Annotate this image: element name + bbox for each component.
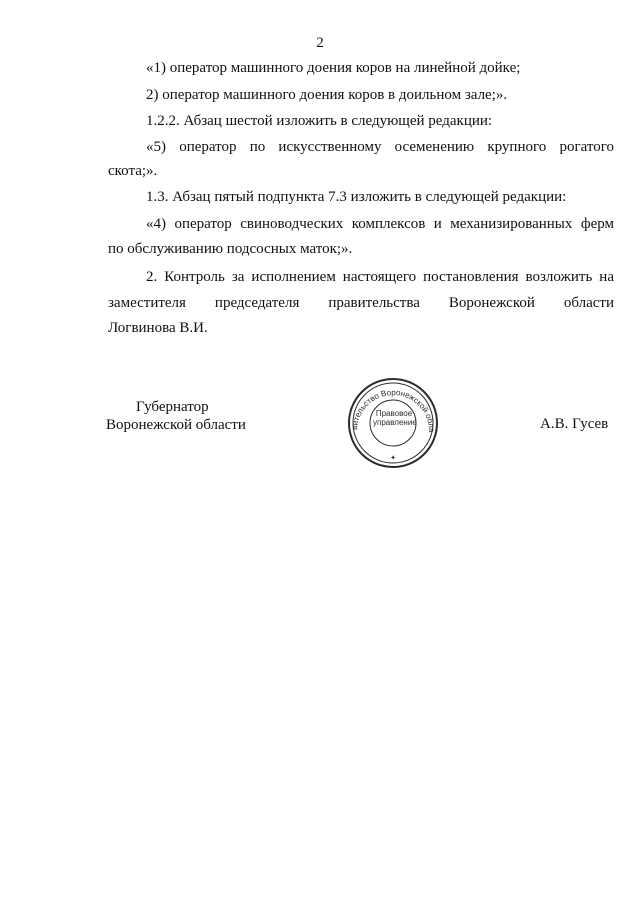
body-line-11: Логвинова В.И. [108, 320, 208, 336]
body-line-9: 2. Контроль за исполнением настоящего постановления возложить на [146, 269, 614, 285]
body-line-3: 1.2.2. Абзац шестой изложить в следующей редакции: [146, 113, 493, 129]
stamp-outer-text: Правительство Воронежской области [340, 370, 437, 433]
official-stamp [340, 370, 443, 469]
signer-name: А.В. Гусев [540, 416, 609, 432]
stamp-center-line-2: управление [373, 418, 417, 427]
body-line-5: скота;». [108, 163, 158, 179]
body-line-7: «4) оператор свиноводческих комплексов и механизированных ферм [146, 216, 614, 232]
body-line-2: 2) оператор машинного доения коров в доильном зале;». [146, 87, 508, 103]
page-number: 2 [316, 35, 324, 51]
stamp-star-icon: ✦ [390, 455, 396, 462]
stamp-center-text [373, 409, 415, 427]
body-line-8: по обслуживанию подсосных маток;». [108, 241, 353, 257]
body-line-6: 1.3. Абзац пятый подпункта 7.3 изложить в следующей редакции: [146, 189, 567, 205]
body-line-1: «1) оператор машинного доения коров на линейной дойке; [146, 60, 521, 76]
signature-title-line-2: Воронежской области [106, 417, 246, 433]
body-line-10: заместителя председателя правительства Воронежской области [108, 295, 614, 311]
signature-title-line-1: Губернатор [136, 399, 209, 415]
stamp-center-line-1: Правовое [375, 409, 413, 418]
signature-title [106, 398, 276, 434]
body-line-4: «5) оператор по искусственному осеменению крупного рогатого [146, 139, 614, 155]
